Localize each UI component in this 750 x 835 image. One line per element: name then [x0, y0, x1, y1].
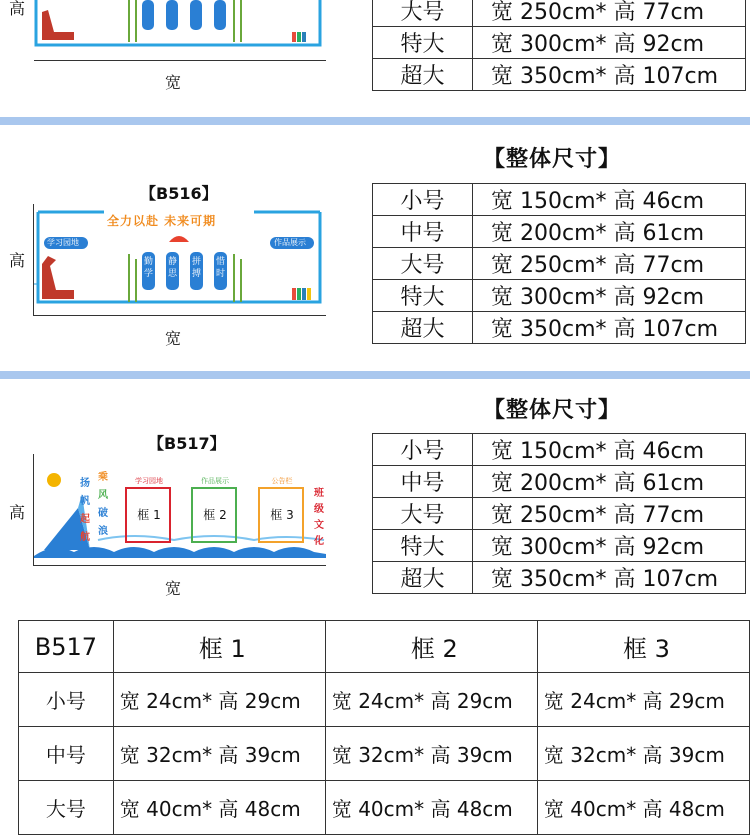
b517-side-char: 班	[314, 488, 324, 499]
frame-cell: 宽 32cm* 高 39cm	[325, 727, 537, 781]
size-dimension: 宽 150cm* 高 46cm	[473, 184, 746, 216]
frame-3-label: 框 3	[270, 508, 294, 522]
size-dimension: 宽 300cm* 高 92cm	[473, 280, 746, 312]
b517-width-axis	[33, 565, 326, 566]
size-row	[373, 498, 746, 530]
b517-side-char: 文	[314, 520, 324, 531]
size-dimension: 宽 350cm* 高 107cm	[473, 312, 746, 344]
section-divider	[0, 371, 750, 379]
size-row	[373, 466, 746, 498]
size-row	[373, 216, 746, 248]
b516-height-axis	[33, 204, 34, 316]
b516-left-tag: 学习园地	[47, 238, 79, 247]
frame-table-code: B517	[19, 621, 114, 673]
b516-column-2: 静思	[167, 257, 177, 279]
b515-width-label: 宽	[165, 73, 182, 92]
size-name: 中号	[373, 216, 473, 248]
b517-side-char: 化	[314, 536, 324, 547]
b516-height-label: 高	[9, 251, 26, 270]
size-row	[373, 280, 746, 312]
frame-table-col-1: 框 1	[113, 621, 325, 673]
size-dimension: 宽 150cm* 高 46cm	[473, 434, 746, 466]
b517-width-label: 宽	[165, 579, 182, 598]
frame-cell: 宽 40cm* 高 48cm	[325, 781, 537, 835]
size-name: 特大	[373, 530, 473, 562]
b516-size-heading: 【整体尺寸】	[483, 147, 622, 172]
size-row	[373, 184, 746, 216]
frame-1-label: 框 1	[137, 508, 161, 522]
b517-poem-char: 扬	[80, 478, 90, 489]
frame-cell: 宽 24cm* 高 29cm	[325, 673, 537, 727]
size-dimension: 宽 250cm* 高 77cm	[473, 498, 746, 530]
frame-table-col-3: 框 3	[537, 621, 749, 673]
frame-table-col-2: 框 2	[325, 621, 537, 673]
frame-row-size: 大号	[19, 781, 114, 835]
size-name: 小号	[373, 184, 473, 216]
size-name: 特大	[373, 280, 473, 312]
frame-cell: 宽 32cm* 高 39cm	[113, 727, 325, 781]
frame-table-header	[19, 621, 750, 673]
b517-poem-char: 乘	[98, 472, 108, 483]
frame-table-row	[19, 781, 750, 835]
size-row	[373, 27, 746, 59]
b516-wall-art	[34, 204, 324, 304]
frame-table-row	[19, 727, 750, 781]
size-row	[373, 59, 746, 91]
frame-cell: 宽 24cm* 高 29cm	[537, 673, 749, 727]
size-name: 大号	[373, 0, 473, 27]
b515-height-label: 高	[9, 0, 26, 18]
size-dimension: 宽 250cm* 高 77cm	[473, 248, 746, 280]
size-row	[373, 530, 746, 562]
b517-side-char: 级	[314, 504, 324, 515]
size-row	[373, 312, 746, 344]
frame-2-title: 作品展示	[201, 477, 229, 485]
b515-wall-art-illustration	[34, 0, 324, 48]
size-row	[373, 562, 746, 594]
b516-product-code: 【B516】	[140, 184, 218, 203]
b515-width-axis	[34, 60, 326, 61]
size-dimension: 宽 300cm* 高 92cm	[473, 27, 746, 59]
size-dimension: 宽 200cm* 高 61cm	[473, 216, 746, 248]
size-row	[373, 434, 746, 466]
b517-poem-char: 风	[98, 490, 108, 501]
size-dimension: 宽 350cm* 高 107cm	[473, 562, 746, 594]
b517-poem-char: 航	[80, 532, 90, 543]
frame-cell: 宽 24cm* 高 29cm	[113, 673, 325, 727]
b516-column-1: 勤学	[143, 257, 153, 279]
size-name: 超大	[373, 312, 473, 344]
b516-slogan: 全力以赴 未来可期	[107, 214, 217, 228]
b517-size-table	[372, 433, 746, 594]
frame-row-size: 中号	[19, 727, 114, 781]
frame-3-title: 公告栏	[271, 477, 293, 485]
b517-height-axis	[33, 454, 34, 566]
size-row	[373, 0, 746, 27]
frame-2-label: 框 2	[203, 508, 227, 522]
size-name: 特大	[373, 27, 473, 59]
b515-size-table	[372, 0, 746, 91]
b517-poem-char: 浪	[98, 526, 108, 537]
b517-product-code: 【B517】	[148, 434, 226, 453]
size-name: 大号	[373, 498, 473, 530]
b516-column-4: 惜时	[215, 257, 225, 279]
size-dimension: 宽 350cm* 高 107cm	[473, 59, 746, 91]
size-name: 中号	[373, 466, 473, 498]
b515-wall-art	[34, 0, 324, 48]
size-dimension: 宽 300cm* 高 92cm	[473, 530, 746, 562]
b516-column-3: 拼搏	[191, 257, 201, 279]
b517-size-heading: 【整体尺寸】	[483, 398, 622, 423]
frame-row-size: 小号	[19, 673, 114, 727]
size-dimension: 宽 200cm* 高 61cm	[473, 466, 746, 498]
section-divider	[0, 117, 750, 125]
b517-wall-art	[34, 454, 326, 558]
frame-size-table	[18, 620, 750, 835]
size-row	[373, 248, 746, 280]
size-name: 小号	[373, 434, 473, 466]
frame-cell: 宽 40cm* 高 48cm	[537, 781, 749, 835]
size-name: 超大	[373, 59, 473, 91]
b517-height-label: 高	[9, 503, 26, 522]
b517-poem-char: 破	[98, 508, 108, 519]
b516-width-axis	[33, 315, 326, 316]
b516-size-table	[372, 183, 746, 344]
b517-poem-char: 起	[80, 514, 90, 525]
b516-width-label: 宽	[165, 329, 182, 348]
b516-right-tag: 作品展示	[274, 238, 306, 247]
b517-poem-char: 帆	[80, 496, 90, 507]
frame-1-title: 学习园地	[135, 477, 163, 485]
size-name: 超大	[373, 562, 473, 594]
frame-cell: 宽 40cm* 高 48cm	[113, 781, 325, 835]
frame-cell: 宽 32cm* 高 39cm	[537, 727, 749, 781]
size-dimension: 宽 250cm* 高 77cm	[473, 0, 746, 27]
frame-table-row	[19, 673, 750, 727]
size-name: 大号	[373, 248, 473, 280]
